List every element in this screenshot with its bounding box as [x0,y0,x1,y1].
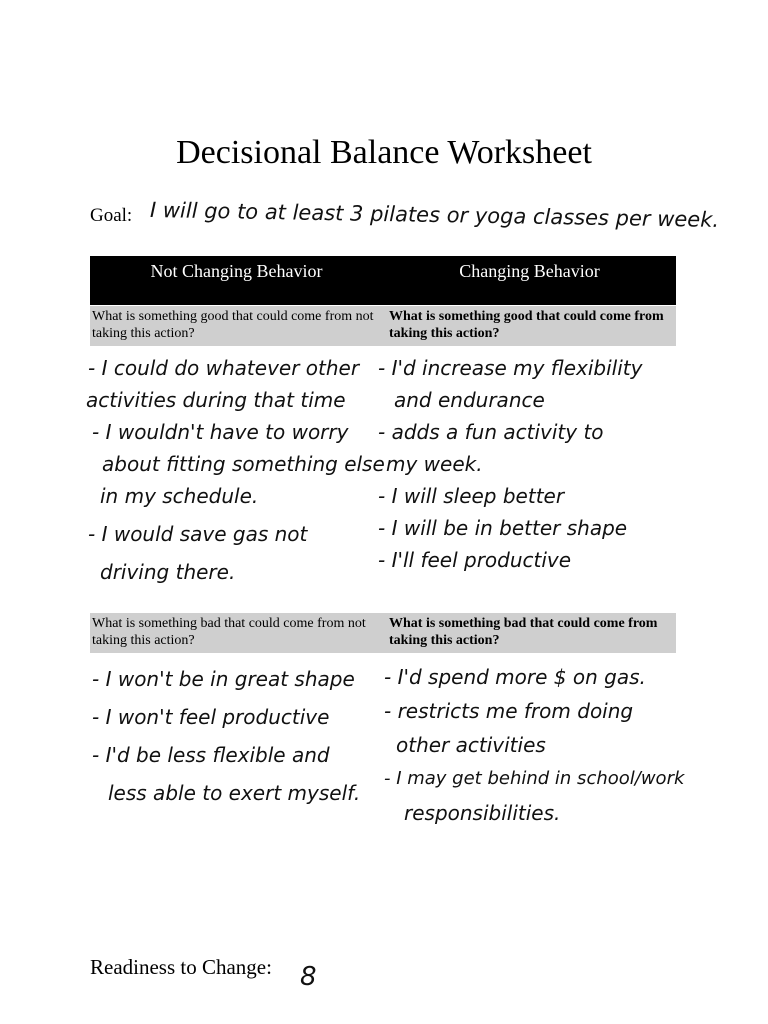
list-item: activities during that time [86,388,346,412]
good-prompt-not: What is something good that could come from not taking this action? [92,309,374,341]
table-header [90,256,676,305]
header-not-changing: Not Changing Behavior [150,261,323,281]
list-item: - I'd be less flexible and [92,743,330,767]
page-title: Decisional Balance Worksheet [176,134,592,171]
list-item: in my schedule. [100,484,259,508]
list-item: responsibilities. [404,801,561,825]
goal-text: I will go to at least 3 pilates or yoga classes per week. [149,198,720,232]
header-changing: Changing Behavior [459,261,600,281]
goal-label: Goal: [90,205,133,226]
list-item: - I could do whatever other [88,356,360,380]
list-item: - I will sleep better [378,484,565,508]
list-item: - I'd spend more $ on gas. [384,665,646,689]
list-item: - I'll feel productive [378,548,572,572]
list-item: other activities [396,733,546,757]
readiness-value: 8 [300,962,317,992]
list-item: my week. [386,452,483,476]
bad-not-notes [92,660,360,812]
list-item: - I may get behind in school/work [384,768,685,789]
list-item: about fitting something else [102,452,385,476]
list-item: and endurance [394,388,545,412]
list-item: - I would save gas not [88,522,308,546]
bad-prompt-not: What is something bad that could come from not taking this action? [92,616,366,648]
readiness-label: Readiness to Change: [90,955,272,979]
list-item: - I won't be in great shape [92,667,355,691]
bad-prompt-row [90,613,676,653]
good-change-notes [378,352,642,576]
list-item: less able to exert myself. [108,781,361,805]
list-item: - adds a fun activity to [378,420,604,444]
list-item: - I will be in better shape [378,516,628,540]
bad-change-notes [384,660,684,830]
list-item: - I'd increase my flexibility [378,356,643,380]
good-prompt-row [90,306,676,346]
bad-prompt-change: What is something bad that could come from taking this action? [389,616,658,648]
list-item: - restricts me from doing [384,699,634,723]
good-not-notes [88,352,385,588]
list-item: driving there. [100,560,236,584]
list-item: - I won't feel productive [92,705,330,729]
list-item: - I wouldn't have to worry [92,420,349,444]
good-prompt-change: What is something good that could come from taking this action? [389,309,664,341]
